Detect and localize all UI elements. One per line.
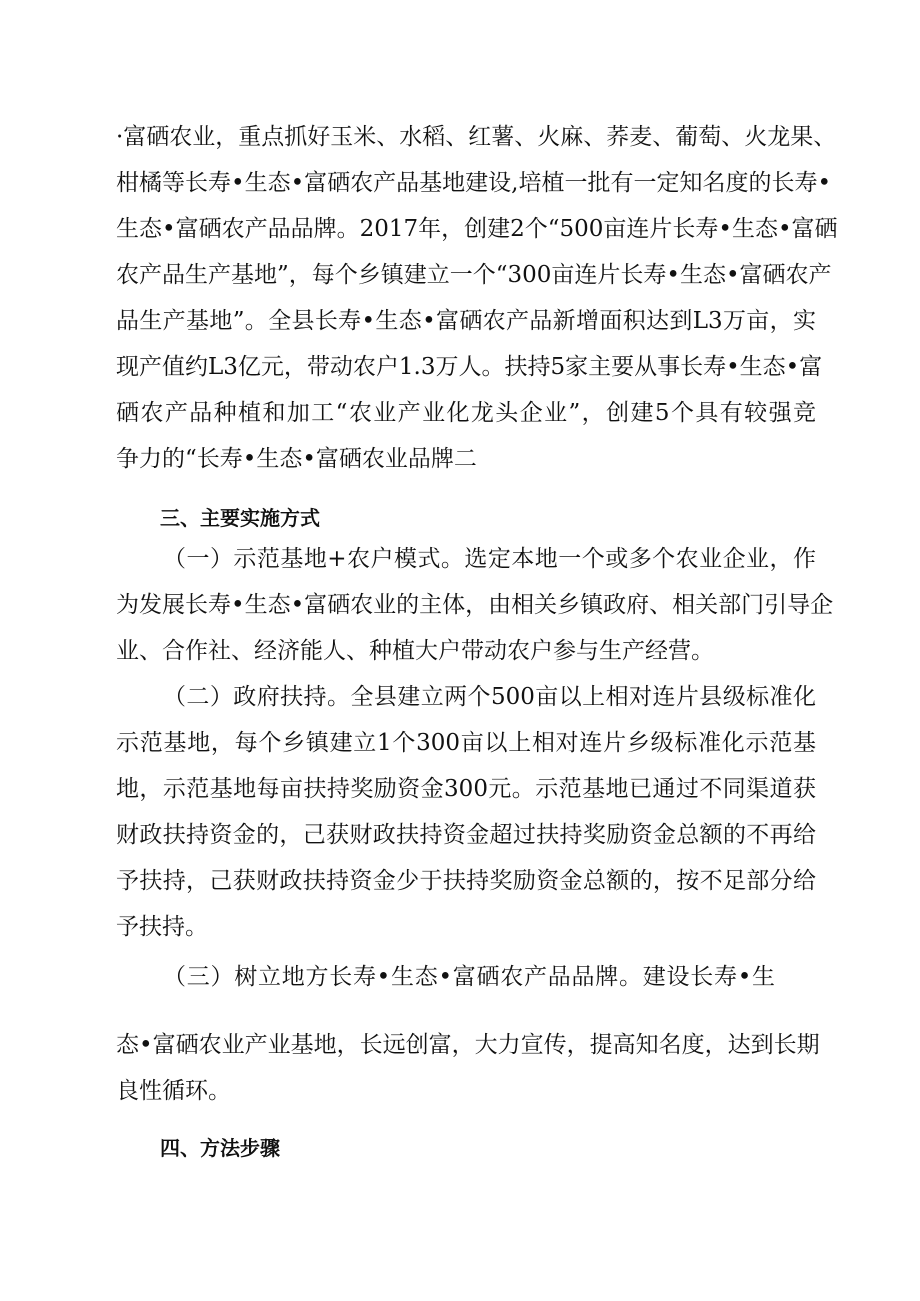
paragraph-2-line-1: （一）示范基地+农户模式。选定本地一个或多个农业企业，作 xyxy=(163,546,816,572)
paragraph-3-line-1: （二）政府扶持。全县建立两个500亩以上相对连片县级标准化 xyxy=(163,684,816,710)
paragraph-2-line-2: 为发展长寿•生态•富硒农业的主体，由相关乡镇政府、相关部门引导企 xyxy=(116,592,834,618)
paragraph-1-line-1: ·富硒农业，重点抓好玉米、水稻、红薯、火麻、荞麦、葡萄、火龙果、 xyxy=(116,124,837,150)
paragraph-1-line-7: 硒农产品种植和加工“农业产业化龙头企业”，创建5个具有较强竞 xyxy=(116,400,816,426)
paragraph-4-line-2: 态•富硒农业产业基地，长远创富，大力宣传，提高知名度，达到长期 xyxy=(116,1032,820,1058)
paragraph-2-line-3: 业、合作社、经济能人、种植大户带动农户参与生产经营。 xyxy=(116,638,714,664)
paragraph-4-line-3: 良性循环。 xyxy=(116,1078,231,1104)
section-heading-steps: 四、方法步骤 xyxy=(160,1136,280,1160)
paragraph-3-line-5: 予扶持，己获财政扶持资金少于扶持奖励资金总额的，按不足部分给 xyxy=(116,868,816,894)
paragraph-1-line-6: 现产值约L3亿元，带动农户1.3万人。扶持5家主要从事长寿•生态•富 xyxy=(116,354,823,380)
paragraph-1-line-8: 争力的“长寿•生态•富硒农业品牌二 xyxy=(116,446,477,472)
paragraph-3-line-2: 示范基地，每个乡镇建立1个300亩以上相对连片乡级标准化示范基 xyxy=(116,730,816,756)
section-heading-implementation: 三、主要实施方式 xyxy=(160,506,320,530)
paragraph-1-line-2: 柑橘等长寿•生态•富硒农产品基地建设,培植一批有一定知名度的长寿• xyxy=(116,170,832,196)
paragraph-1-line-4: 农产品生产基地”，每个乡镇建立一个“300亩连片长寿•生态•富硒农产 xyxy=(116,262,832,288)
paragraph-3-line-6: 予扶持。 xyxy=(116,914,208,940)
paragraph-1-line-3: 生态•富硒农产品品牌。2017年，创建2个“500亩连片长寿•生态•富硒 xyxy=(116,216,838,242)
paragraph-3-line-4: 财政扶持资金的，己获财政扶持资金超过扶持奖励资金总额的不再给 xyxy=(116,822,816,848)
paragraph-3-line-3: 地，示范基地每亩扶持奖励资金300元。示范基地已通过不同渠道获 xyxy=(116,776,816,802)
paragraph-1-line-5: 品生产基地”。全县长寿•生态•富硒农产品新增面积达到L3万亩，实 xyxy=(116,308,816,334)
paragraph-4-line-1: （三）树立地方长寿•生态•富硒农产品品牌。建设长寿•生 xyxy=(163,964,775,990)
